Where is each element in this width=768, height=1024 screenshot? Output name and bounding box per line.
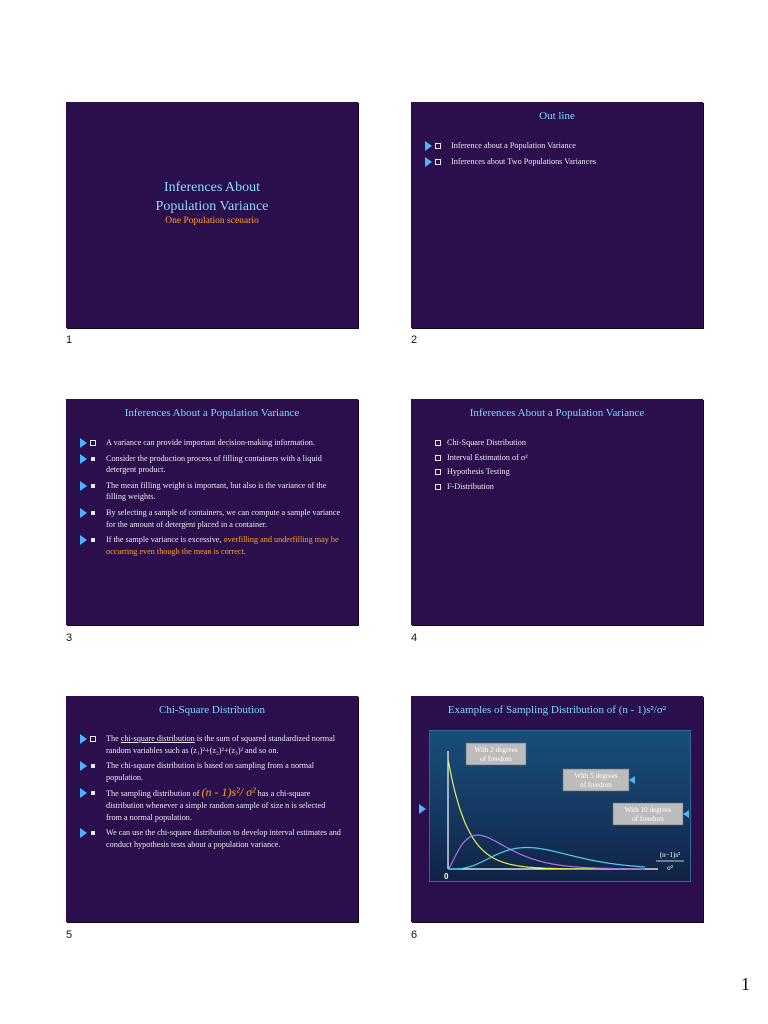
list-item: The chi-square distribution is the sum of squared standardized normal random variables such as (z₁)²+(z₂)²+(z₃)² and so on. xyxy=(80,733,342,756)
slide-title: Out line xyxy=(539,110,575,122)
list-item: The sampling distribution of (n - 1)s²/ σ² has a chi-square distribution whenever a simple random sample of size n is selected from a normal population. xyxy=(80,787,342,823)
list-item: Inferences about Two Populations Variances xyxy=(425,156,695,168)
arrow-bullet-icon xyxy=(425,157,432,167)
highlight-text: overfilling and underfilling may be occurring even though the mean is correct. xyxy=(106,535,339,556)
list-item: If the sample variance is excessive, overfilling and underfilling may be occurring even though the mean is correct. xyxy=(80,534,342,557)
square-bullet-icon xyxy=(90,736,96,742)
slide-title: Inferences About a Population Variance xyxy=(469,407,645,419)
arrow-bullet-icon xyxy=(80,535,87,545)
chart-panel xyxy=(429,730,691,882)
bullet-list xyxy=(80,733,342,850)
slide-number: 3 xyxy=(66,632,73,644)
slide-number: 5 xyxy=(66,929,73,941)
callout-arrow-icon xyxy=(629,776,635,784)
page-number: 1 xyxy=(741,974,750,994)
slide-6 xyxy=(411,696,703,922)
formula: (n - 1)s²/ σ² xyxy=(201,785,256,800)
callout-arrow-icon xyxy=(683,810,689,818)
square-bullet-icon xyxy=(435,469,441,475)
series-label: of freedom xyxy=(480,755,512,763)
square-bullet-icon xyxy=(435,455,441,461)
arrow-bullet-icon xyxy=(80,481,87,491)
square-bullet-icon xyxy=(91,764,95,768)
square-bullet-icon xyxy=(91,791,95,795)
square-bullet-icon xyxy=(435,440,441,446)
list-item: Chi-Square Distribution xyxy=(425,437,685,449)
square-bullet-icon xyxy=(91,511,95,515)
list-item: F-Distribution xyxy=(425,481,685,493)
slide-title: Examples of Sampling Distribution of (n - 1)s²/σ² xyxy=(447,704,667,716)
arrow-bullet-icon xyxy=(80,761,87,771)
item-list xyxy=(425,437,685,492)
slide-5 xyxy=(66,696,358,922)
slide-3 xyxy=(66,399,358,625)
square-bullet-icon xyxy=(91,538,95,542)
square-bullet-icon xyxy=(435,143,441,149)
square-bullet-icon xyxy=(435,159,441,165)
arrow-bullet-icon xyxy=(80,454,87,464)
list-item: Inference about a Population Variance xyxy=(425,140,695,152)
axis-label-numerator: (n−1)s² xyxy=(659,851,681,859)
slide-4 xyxy=(411,399,703,625)
slide-1 xyxy=(66,102,358,328)
square-bullet-icon xyxy=(91,484,95,488)
square-bullet-icon xyxy=(91,457,95,461)
curve-df-10 xyxy=(448,848,645,870)
list-item: The mean filling weight is important, but also is the variance of the filling weights. xyxy=(80,480,342,503)
slide-number: 1 xyxy=(66,334,73,346)
square-bullet-icon xyxy=(435,484,441,490)
arrow-bullet-icon xyxy=(425,141,432,151)
arrow-bullet-icon xyxy=(80,828,87,838)
origin-label: 0 xyxy=(444,872,449,881)
arrow-bullet-icon xyxy=(80,438,87,448)
series-label: of freedom xyxy=(580,781,612,789)
list-item: Hypothesis Testing xyxy=(425,466,685,478)
bullet-list xyxy=(80,437,342,557)
arrow-bullet-icon xyxy=(80,508,87,518)
list-item: Interval Estimation of σ² xyxy=(425,452,685,464)
series-label: of freedom xyxy=(632,815,664,823)
cover-subtitle: One Population scenario xyxy=(165,216,259,226)
arrow-bullet-icon xyxy=(419,804,426,814)
list-item: Consider the production process of filling containers with a liquid detergent product. xyxy=(80,453,342,476)
list-item: A variance can provide important decision-making information. xyxy=(80,437,342,449)
series-label: With 10 degrees xyxy=(624,806,672,814)
chi-square-chart xyxy=(430,731,690,881)
slide-number: 4 xyxy=(411,632,418,644)
arrow-bullet-icon xyxy=(80,788,87,798)
term-link: chi-square distribution xyxy=(120,734,195,743)
square-bullet-icon xyxy=(91,831,95,835)
slide-title: Chi-Square Distribution xyxy=(158,704,266,716)
slide-title: Inferences About a Population Variance xyxy=(124,407,300,419)
list-item: We can use the chi-square distribution to develop interval estimates and conduct hypothesis tests about a population variance. xyxy=(80,827,342,850)
list-item: The chi-square distribution is based on sampling from a normal population. xyxy=(80,760,342,783)
slide-number: 6 xyxy=(411,929,418,941)
series-label: With 5 degrees xyxy=(574,772,618,780)
slide-2 xyxy=(411,102,703,328)
list-item: By selecting a sample of containers, we can compute a sample variance for the amount of detergent placed in a container. xyxy=(80,507,342,530)
slide-number: 2 xyxy=(411,334,418,346)
axis-label-denominator: σ² xyxy=(667,864,673,872)
series-label: With 2 degrees xyxy=(474,746,518,754)
cover-title: Inferences About Population Variance xyxy=(155,180,269,214)
square-bullet-icon xyxy=(90,440,96,446)
bullet-list xyxy=(425,140,695,167)
arrow-bullet-icon xyxy=(80,734,87,744)
formula: (z₁)²+(z₂)²+(z₃)² and so on. xyxy=(190,745,279,755)
